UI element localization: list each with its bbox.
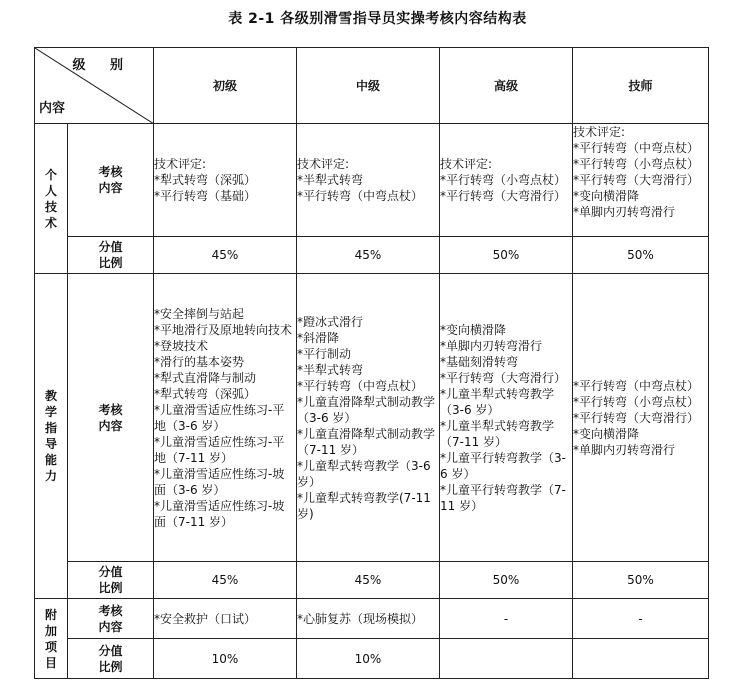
section-personal-title [35, 124, 68, 274]
personal-score-basic: 45% [154, 237, 297, 274]
header-row [35, 48, 709, 124]
content-item: *变向横滑降 [573, 189, 640, 203]
content-item: *平行转弯（大弯滑行） [440, 189, 567, 203]
extra-score-row [35, 639, 709, 679]
level-header-advanced: 高级 [440, 48, 573, 124]
personal-content-basic [154, 124, 297, 237]
corner-cell [35, 48, 154, 124]
content-item: *平行转弯（中弯点杖） [297, 189, 424, 203]
content-item: *变向横滑降 [573, 426, 640, 441]
content-label-text: 考核内容 [98, 165, 123, 195]
content-item: *安全摔倒与站起 [154, 306, 245, 321]
teaching-score-label [68, 562, 154, 599]
personal-score-technician: 50% [573, 237, 709, 274]
content-item: *儿童直滑降犁式制动教学（3-6 岁） [297, 394, 436, 425]
content-item: *单脚内刃转弯滑行 [440, 338, 543, 353]
content-item: *平行转弯（中弯点杖） [573, 378, 700, 393]
content-item: *犁式转弯（深弧） [154, 386, 257, 401]
content-item: *半犁式转弯 [297, 362, 364, 377]
teaching-score-basic: 45% [154, 562, 297, 599]
content-item: *单脚内刃转弯滑行 [573, 205, 676, 219]
content-item: 技术评定: [154, 157, 207, 171]
extra-score-intermediate: 10% [297, 639, 440, 679]
extra-content-advanced: - [440, 599, 573, 639]
content-item: 技术评定: [573, 125, 626, 139]
content-item: *儿童滑雪适应性练习-坡面（7-11 岁） [154, 498, 285, 529]
content-item: *平行转弯（小弯点杖） [573, 394, 700, 409]
content-item: *儿童半犁式转弯教学（7-11 岁） [440, 418, 555, 449]
extra-content-row [35, 599, 709, 639]
content-label-text: 考核内容 [98, 603, 123, 634]
personal-score-label [68, 237, 154, 274]
content-item: *平行转弯（大弯滑行） [440, 370, 567, 385]
extra-score-technician [573, 639, 709, 679]
content-item: *斜滑降 [297, 330, 340, 345]
personal-content-row [35, 124, 709, 237]
content-item: *平行转弯（小弯点杖） [573, 157, 700, 171]
section-teaching-title [35, 274, 68, 599]
content-item: *儿童犁式转弯教学(7-11 岁) [297, 490, 431, 521]
content-item: *儿童滑雪适应性练习-坡面（3-6 岁） [154, 466, 285, 497]
content-item: *平行转弯（大弯滑行） [573, 410, 700, 425]
extra-content-label [68, 599, 154, 639]
score-label-text: 分值比例 [98, 643, 123, 674]
content-item: *儿童滑雪适应性练习-平地（7-11 岁） [154, 434, 285, 465]
content-item: *儿童平行转弯教学（3-6 岁） [440, 450, 566, 481]
assessment-table [34, 47, 709, 679]
content-item: *变向横滑降 [440, 322, 507, 337]
teaching-score-technician: 50% [573, 562, 709, 599]
personal-score-intermediate: 45% [297, 237, 440, 274]
content-item: 技术评定: [440, 157, 493, 171]
personal-content-intermediate [297, 124, 440, 237]
content-item: *基础刻滑转弯 [440, 354, 519, 369]
extra-content-technician: - [573, 599, 709, 639]
personal-score-advanced: 50% [440, 237, 573, 274]
content-item: *平行转弯（基础） [154, 189, 257, 203]
table-caption: 表 2-1 各级别滑雪指导员实操考核内容结构表 [228, 11, 527, 27]
score-label-text: 分值比例 [98, 240, 123, 270]
content-item: *单脚内刃转弯滑行 [573, 442, 676, 457]
personal-content-advanced [440, 124, 573, 237]
personal-content-technician [573, 124, 709, 237]
teaching-content-intermediate [297, 274, 440, 562]
content-item: *登坡技术 [154, 338, 209, 353]
content-item: *平行转弯（中弯点杖） [297, 378, 424, 393]
content-item: *平行转弯（中弯点杖） [573, 141, 700, 155]
content-item: *滑行的基本姿势 [154, 354, 245, 369]
content-item: *平地滑行及原地转向技术 [154, 322, 293, 337]
content-item: *平行制动 [297, 346, 352, 361]
section-personal-text: 个人技术 [44, 167, 57, 230]
content-label-text: 考核内容 [98, 402, 123, 433]
teaching-score-intermediate: 45% [297, 562, 440, 599]
content-item: *平行转弯（大弯滑行） [573, 173, 700, 187]
score-label-text: 分值比例 [98, 565, 123, 595]
corner-content-label: 内容 [39, 101, 66, 116]
corner-level-label: 级 别 [72, 58, 133, 73]
section-extra-title [35, 599, 68, 679]
content-item: *犁式直滑降与制动 [154, 370, 257, 385]
content-item: *犁式转弯（深弧） [154, 173, 257, 187]
content-item: *半犁式转弯 [297, 173, 364, 187]
teaching-content-advanced [440, 274, 573, 562]
extra-content-basic: *安全救护（口试） [154, 599, 297, 639]
teaching-content-basic [154, 274, 297, 562]
personal-content-label [68, 124, 154, 237]
section-extra-text: 附加项目 [44, 607, 57, 670]
teaching-content-technician [573, 274, 709, 562]
content-item: *儿童直滑降犁式制动教学（7-11 岁） [297, 426, 436, 457]
personal-score-row [35, 237, 709, 274]
teaching-content-label [68, 274, 154, 562]
content-item: *蹬冰式滑行 [297, 314, 364, 329]
teaching-content-row [35, 274, 709, 562]
content-item: *儿童滑雪适应性练习-平地（3-6 岁） [154, 402, 285, 433]
content-item: *儿童半犁式转弯教学（3-6 岁） [440, 386, 555, 417]
level-header-technician: 技师 [573, 48, 709, 124]
level-header-intermediate: 中级 [297, 48, 440, 124]
content-item: *儿童犁式转弯教学（3-6 岁） [297, 458, 431, 489]
extra-score-basic: 10% [154, 639, 297, 679]
content-item: *平行转弯（小弯点杖） [440, 173, 567, 187]
extra-score-advanced [440, 639, 573, 679]
content-item: 技术评定: [297, 157, 350, 171]
teaching-score-row [35, 562, 709, 599]
content-item: *儿童平行转弯教学（7-11 岁） [440, 482, 566, 513]
extra-content-intermediate: *心肺复苏（现场模拟） [297, 599, 440, 639]
section-teaching-text: 教学指导能力 [44, 389, 57, 483]
teaching-score-advanced: 50% [440, 562, 573, 599]
level-header-basic: 初级 [154, 48, 297, 124]
extra-score-label [68, 639, 154, 679]
